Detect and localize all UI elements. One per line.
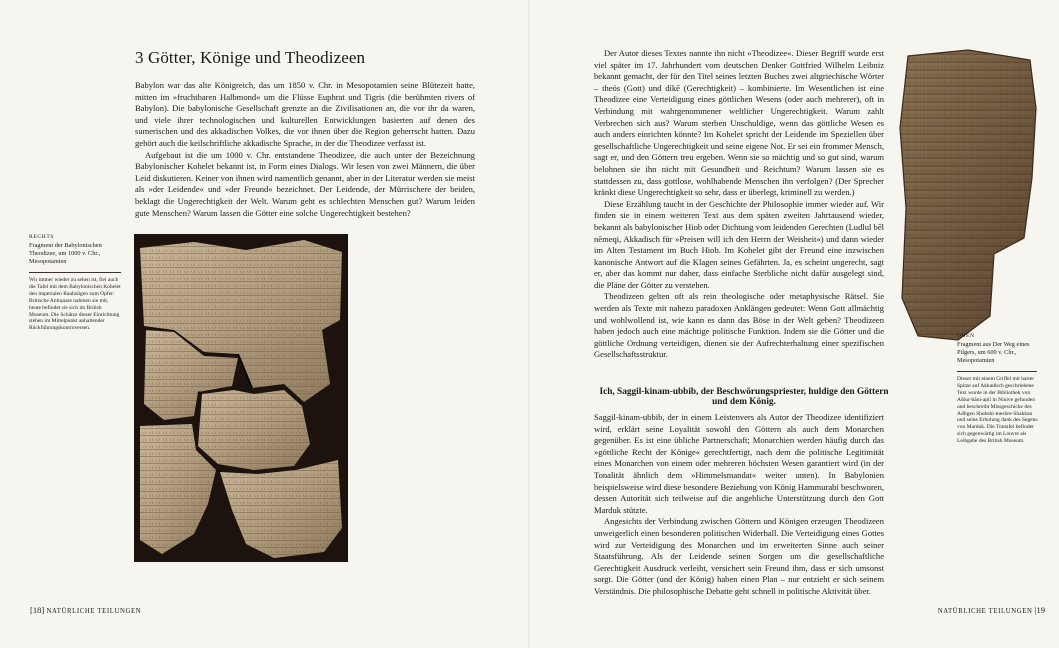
- left-paragraph-2: Aufgebaut ist die um 1000 v. Chr. entstandene Theodizee, die auch unter der Bezeichnung Babylonischer Kohelet bekannt ist, in Form eines Dialogs. Wir lesen von zwei Männern, die über Leid diskutieren. Keiner von ihnen wird namentlich genannt, aber in der Literatur werden sie meist als »der Leidende« und »der Freund« bezeichnet. Der Leidende, der Mürrischere der beiden, beklagt die Ungerechtigkeit der Welt. Warum geht es schlechten Menschen gut? Warum leiden gute Menschen? Warum lassen die Götter eine solche Ungerechtigkeit bestehen?: [135, 149, 475, 218]
- right-paragraph-1: Der Autor dieses Textes nannte ihn nicht »Theodizee«. Dieser Begriff wurde erst viel später im 17. Jahrhundert vom deutschen Denker Gottfried Wilhelm Leibniz bekannt gemacht, der für den Titel seines letzten Buches zwei altgriechische Wörter – theós (Gott) und díkē (Gerechtigkeit) – kombinierte. Im Wesentlichen ist eine Theodizee eine Verteidigung eines göttlichen Wesens (oder auch mehrerer), oft in Verbindung mit wahrgenommener weltlicher Ungerechtigkeit. Warum zahlt Verbrechen sich aus? Warum sterben Unschuldige, wenn das göttliche Wesen es auch anders einrichten könnte? Im Kohelet spricht der Leidende im Speziellen über gesellschaftliche Ungerechtigkeit und seine eigene Not. Er sei ein frommer Mensch, sagt er, und den Göttern treu ergeben. Wenn sie so mächtig und so gut sind, warum belohnen sie ihn nicht mit Gesundheit und Reichtum? Warum lassen sie es stattdessen zu, dass gottlose, wohlhabende Menschen ihn verfolgen? (Der Sprecher kränkt diese Ungerechtigkeit so sehr, dass er überlegt, kriminell zu werden.): [594, 48, 884, 198]
- left-caption-body: Wir immer wieder zu sehen ist, fiel auch die Tafel mit dem Babylonischen Kohelet den imperialen Raubzügen zum Opfer: Britische Antiquare nahmen sie mit, heute befindet sie sich im British Museum. Die Schätze dieser Einrichtung stehen im Mittelpunkt anhaltender Rückführungskontroversen.: [29, 277, 121, 332]
- left-caption-label: RECHTS: [29, 234, 55, 240]
- left-running-footer: NATÜRLICHE TEILUNGEN: [46, 608, 142, 615]
- pull-quote: Ich, Saggil-kinam-ubbib, der Beschwörungspriester, huldige den Göttern und dem König.: [599, 387, 889, 407]
- right-caption-label: OBEN: [957, 333, 975, 339]
- left-body-text: [135, 80, 475, 219]
- chapter-heading: 3 Götter, Könige und Theodizeen: [135, 48, 366, 67]
- right-caption-rule: [957, 371, 1037, 372]
- tablet-fragment: [198, 390, 310, 470]
- right-body-text-top: [594, 48, 884, 361]
- right-page-number: 19: [1036, 605, 1045, 615]
- right-running-footer: NATÜRLICHE TEILUNGEN: [937, 608, 1033, 615]
- right-paragraph-2: Diese Erzählung taucht in der Geschichte der Philosophie immer wieder auf. Wir finden sie in einem weiteren Text aus dem späten zweiten Jahrtausend wieder, bekannt als babylonischer Hiob oder Dichtung vom leidenden Gerechten (Ludlul bēl nēmeqi, Akkadisch für »Preisen will ich den Herrn der Weisheit«) und dann wieder im Alten Testament im Buch Hiob. Im Kohelet gibt der Freund eine inzwischen kanonische Antwort auf die Klagen seines Gefährten. Ja, es scheint ungerecht, sagt er, aber das kommt nur daher, dass einfache Sterbliche nicht dafür ausgelegt sind, die Pläne der Götter zu verstehen.: [594, 198, 884, 290]
- right-caption-title: Fragment aus Der Weg eines Pilgers, um 600 v. Chr., Mesopotamien: [957, 341, 1030, 364]
- right-paragraph-4: Saggil-kinam-ubbib, der in einem Leistenvers als Autor der Theodizee identifiziert wird, erklärt seine Loyalität sowohl den Göttern als auch dem Monarchen gegenüber. Es ist eine übliche Partnerschaft; Monarchien werden häufig durch das »göttliche Recht der Könige« gerechtfertigt, nach dem die politische Legitimität eines Monarchen von einem oder mehreren höchsten Wesen garantiert wird (in der Tonalität ähnlich dem »Himmelsmandat« weiter unten). In Babylonien beispielsweise wird diese besondere Beziehung von König Hammurabi beschworen, dessen Autorität sich teilweise auf die angebliche Unterstützung durch den Gott Marduk stützte.: [594, 412, 884, 515]
- left-caption-rule: [29, 272, 121, 273]
- right-caption-body: Dieser mit einem Griffel mit harter Spitze auf Akkadisch geschriebene Text wurde in der Bibliothek von Aššur-bāni-apli in Ninive gefunden und beschreibt Missgeschicke des Adligen Shubshi-meshre-Shakkan und seine Erholung dank des Segens von Marduk. Die Tontafel befindet sich gegenwärtig im Louvre als Leihgabe des British Museum.: [957, 376, 1038, 445]
- left-paragraph-1: Babylon war das alte Königreich, das um 1850 v. Chr. in Mesopotamien seine Blütezeit hatte, mitten im »fruchtbaren Halbmond« um die Flüsse Euphrat und Tigris (die berühmten rivers of Babylon). Die babylonische Gesellschaft grenzte an die Zivilisationen an, die vor ihr da waren, und viele ihrer technologischen und kulturellen Entwicklungen basierten auf denen des sumerischen und des akkadischen Volkes, die vor ihnen über die Region geherrscht hatten. Dazu gehört auch die keilschriftliche akkadische Sprache, in der die Theodizee verfasst ist.: [135, 80, 475, 148]
- page-gutter: [528, 0, 530, 648]
- left-page-number: 18: [32, 605, 42, 615]
- right-body-text-bottom: [594, 412, 884, 598]
- left-page-footer: [18] NATÜRLICHE TEILUNGEN: [30, 605, 142, 615]
- tablet-fragment: [900, 50, 1036, 340]
- right-paragraph-3: Theodizeen gelten oft als rein theologische oder metaphysische Rätsel. Sie werden als Texte mit nahezu paradoxen Anklängen gedeutet: Wenn Gott allmächtig und wohlwollend ist, wie kann es dann das Böse in der Welt geben? Theodizeen haben jedoch auch eine mächtige politische Funktion. Indem sie die Götter und die göttliche Ordnung verteidigen, dienen sie der Aufrechterhaltung einer spezifischen Gesellschaftsstruktur.: [594, 291, 884, 360]
- right-page-footer: NATÜRLICHE TEILUNGEN |19: [937, 605, 1045, 615]
- theodicy-tablet-photo: [134, 234, 348, 562]
- pilgrim-tablet-photo: [898, 48, 1040, 346]
- left-caption-title: Fragment der Babylonischen Theodizee, um 1000 v. Chr., Mesopotamien: [29, 242, 102, 265]
- right-paragraph-5: Angesichts der Verbindung zwischen Göttern und Königen erzeugen Theodizeen unweigerlich einen besonderen politischen Widerhall. Die Verteidigung eines Gottes wird zur Verteidigung des Monarchen und im erweiterten Sinne auch seiner Staatsführung. Als der Leidende seinen Sorgen um die gesellschaftliche Gerechtigkeit Ausdruck verleiht, versichert sein Freund ihm, dass er sich umsonst sorgt. Die Götter (und der König) haben einen Plan – nur entzieht er sich seinem Verständnis. Die philosophische Debatte geht schnell in politische Aktivität über.: [594, 516, 884, 596]
